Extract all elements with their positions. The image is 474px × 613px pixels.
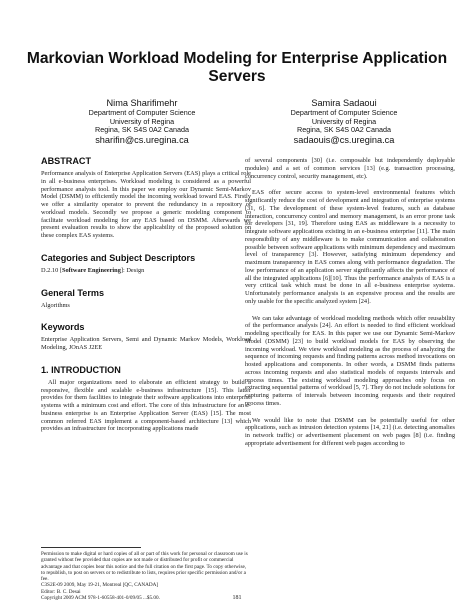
author-address: Regina, SK S4S 0A2 Canada bbox=[95, 125, 189, 135]
categories-text bbox=[41, 267, 251, 275]
paper-title: Markovian Workload Modeling for Enterprise Application Servers bbox=[26, 50, 448, 85]
author-email: sharifin@cs.uregina.ca bbox=[95, 134, 189, 145]
footnote-rule bbox=[41, 547, 141, 548]
page-number: 181 bbox=[232, 595, 242, 601]
author-name: Nima Sharifimehr bbox=[106, 98, 178, 108]
conference-line: C3S2E-09 2009, May 19-21, Montreal [QC, CANADA] bbox=[41, 582, 159, 589]
paragraph-continuation: of several components [30] (i.e. composable but independently deployable modules) and a set of common services [13] (e.g. transaction processing, concurrency control, security management, etc). bbox=[245, 157, 455, 180]
editor-line: Editor: B. C. Desai bbox=[41, 588, 81, 595]
general-terms-text: Algorithms bbox=[41, 301, 70, 309]
categories-heading: Categories and Subject Descriptors bbox=[41, 252, 196, 263]
permission-text: Permission to make digital or hard copies of all or part of this work for personal or classroom use is granted without fee provided that copies are not made or distributed for profit or commercial advantage and that copies bear this notice and the full citation on the first page. To copy otherwise, to republish, to post on servers or to redistribute to lists, requires prior specific permission and/or a fee. bbox=[41, 551, 248, 583]
categories-rest: ]: Design bbox=[120, 266, 145, 274]
author-email: sadaouis@cs.uregina.ca bbox=[293, 134, 395, 145]
author-department: Department of Computer Science bbox=[88, 108, 196, 117]
abstract-heading: ABSTRACT bbox=[41, 156, 92, 166]
introduction-heading: 1. INTRODUCTION bbox=[41, 364, 121, 375]
permission-notice bbox=[41, 551, 251, 601]
author-block-2 bbox=[254, 98, 434, 146]
author-university: University of Regina bbox=[311, 116, 377, 126]
author-block-1 bbox=[52, 98, 232, 146]
author-university: University of Regina bbox=[109, 116, 175, 126]
introduction-paragraph: All major organizations need to elaborate an efficient strategy to build a responsive, flexible and scalable e-business infrastructure [15]. This latter provides for them facilities to integrate their software applications into enterprise systems with a minimum cost and effort. The core of this infrastructure for an e-business enterprise is an Enterprise Application Server (EAS) [15]. The most common referred EAS implement a component-based architecture [13] which provides an infrastructure for incorporating applications made bbox=[41, 378, 251, 433]
abstract-text: Performance analysis of Enterprise Application Servers (EAS) plays a critical role in all e-business enterprises. Workload modeling is considered as a powerful performance analysis tool. In this paper we employ our Dynamic Semi-Markov Model (DSMM) to efficiently model the incoming workload toward EAS. Firstly we offer a similarity operator to prevent the redundancy in a repository of workload models. Secondly we propose a generic modeling component to facilitate workload modeling for any EAS based on DSMM. Afterwards we present evaluation results to show the applicability of the proposed solution on these complex EAS systems. bbox=[41, 170, 251, 239]
author-address: Regina, SK S4S 0A2 Canada bbox=[297, 125, 391, 135]
categories-bold: Software Engineering bbox=[61, 266, 121, 274]
keywords-heading: Keywords bbox=[41, 322, 85, 333]
right-column bbox=[245, 157, 455, 448]
author-name: Samira Sadaoui bbox=[311, 98, 377, 108]
categories-code: D.2.10 [ bbox=[41, 266, 62, 274]
general-terms-heading: General Terms bbox=[41, 287, 105, 298]
author-department: Department of Computer Science bbox=[290, 108, 398, 117]
left-column bbox=[41, 156, 251, 433]
copyright-line: Copyright 2009 ACM 978-1-60558-401-0/09/05 ...$5.00. bbox=[41, 595, 160, 602]
paragraph-workload-modeling: We can take advantage of workload modeling methods which offer reusability of the performance analysis [24]. An effort is needed to find efficient workload modeling specifically for EAS. In this paper we use our Dynamic Semi-Markov Model (DSMM) [23] to build workload models for EAS by observing the incoming workload. We view workload modeling as the process of analyzing the sequence of incoming requests and finding patterns across method invocations on hosted applications and components. In other words, a DSMM finds patterns across incoming requests and also statistical models of requests intervals and process times. The existing workload modeling approaches only focus on extracting sequential patterns of workload [5, 7]. They do not include solutions for capturing patterns of intervals between incoming requests and their required process times. bbox=[245, 314, 455, 407]
paragraph-eas-features: EAS offer secure access to system-level environmental features which significantly reduce the cost of development and integration of enterprise systems [31, 6]. The development of these system-level features, such as database interaction, concurrency control and memory management, is an error prone task for developers [31, 19]. Therefore using EAS as middleware is a necessity to integrate software applications existing in an e-business enterprise [11]. The main responsibility of any middleware is to make communication and collaboration possible between software applications with minimum dependency and maximum level of transparency [3]. However, satisfying minimum dependency and maximum transparency in EAS comes along with performance degradation. The low performance of an application server significantly affects the performance of all the integrated applications [6][10]. Thus the performance analysis of EAS is a very critical task which must be done in all e-business enterprise systems. Unfortunately performance analysis is an expensive process and the results are only usable for the specific analyzed system [24]. bbox=[245, 189, 455, 305]
paragraph-dsmm-applications: We would like to note that DSMM can be potentially useful for other applications, such as intrusion detection systems [14, 21] (i.e. detecting anomalies in network traffic) or advertisement placement on web pages [8] (i.e. finding appropriate advertisement for different web pages according to bbox=[245, 416, 455, 447]
keywords-text: Enterprise Application Servers, Semi and Dynamic Markov Models, Workload Modeling, JOnAS J2EE bbox=[41, 336, 251, 351]
